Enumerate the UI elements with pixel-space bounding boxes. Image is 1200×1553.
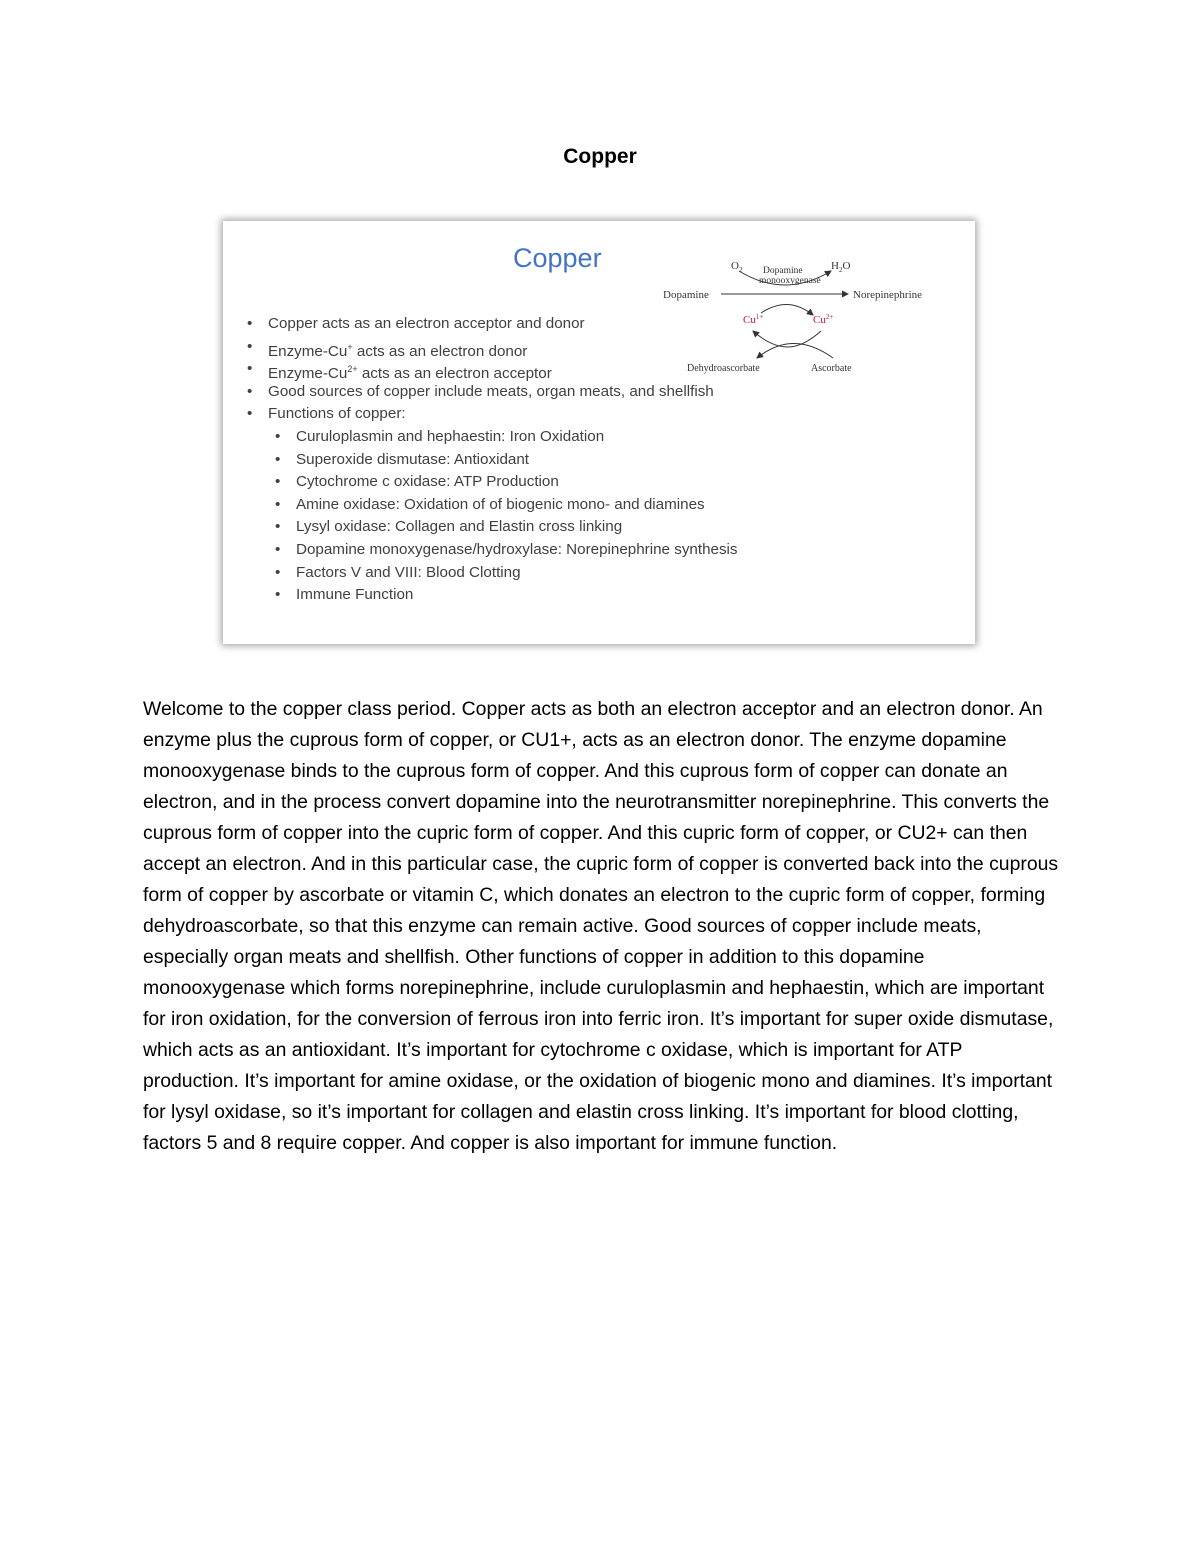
sub-bullet-item: • Dopamine monoxygenase/hydroxylase: Norepinephrine synthesis <box>245 539 738 562</box>
cupric-label: $Cu^{2+}$ <box>813 313 834 326</box>
oxygen-label: $O_2$ <box>731 260 743 274</box>
slide-title: Copper <box>513 243 602 273</box>
slide-image <box>223 221 975 644</box>
bullet-item: • Copper acts as an electron acceptor and donor <box>245 313 738 336</box>
sub-bullet-item: • Amine oxidase: Oxidation of of biogenic mono- and diamines <box>245 494 738 517</box>
sub-bullet-item: • Cytochrome c oxidase: ATP Production <box>245 471 738 494</box>
sub-bullet-item: • Superoxide dismutase: Antioxidant <box>245 449 738 472</box>
norepinephrine-label: Norepinephrine <box>853 289 923 301</box>
ascorbate-label: Ascorbate <box>811 363 852 374</box>
sub-bullet-item: • Lysyl oxidase: Collagen and Elastin cross linking <box>245 516 738 539</box>
bullet-item: • Functions of copper: <box>245 403 738 426</box>
bullet-item: • Enzyme-Cu+ acts as an electron donor <box>245 336 738 359</box>
sub-bullet-item: • Immune Function <box>245 584 738 607</box>
transcript-paragraph: Welcome to the copper class period. Copper acts as both an electron acceptor and an electron donor. An enzyme plus the cuprous form of copper, or CU1+, acts as an electron donor. The enzyme dopamine monooxygenase binds to the cuprous form of copper. And this cuprous form of copper can donate an electron, and in the process convert dopamine into the neurotransmitter norepinephrine. This converts the cuprous form of copper into the cupric form of copper. And this cupric form of copper, or CU2+ can then accept an electron. And in this particular case, the cupric form of copper is converted back into the cuprous form of copper by ascorbate or vitamin C, which donates an electron to the cupric form of copper, forming dehydroascorbate, so that this enzyme can remain active. Good sources of copper include meats, especially organ meats and shellfish. Other functions of copper in addition to this dopamine monooxygenase which forms norepinephrine, include curuloplasmin and hephaestin, which are important for iron oxidation, for the conversion of ferrous iron into ferric iron. It’s important for super oxide dismutase, which acts as an antioxidant. It’s important for cytochrome c oxidase, which is important for ATP production. It’s important for amine oxidase, or the oxidation of biogenic mono and diamines. It’s important for lysyl oxidase, so it’s important for collagen and elastin cross linking. It’s important for blood clotting, factors 5 and 8 require copper. And copper is also important for immune function. <box>143 698 1059 1154</box>
sub-bullet-item: • Factors V and VIII: Blood Clotting <box>245 562 738 585</box>
bullet-item: • Good sources of copper include meats, organ meats, and shellfish <box>245 381 738 404</box>
enzyme-label-line2: monooxygenase <box>759 276 821 286</box>
dopamine-label: Dopamine <box>663 289 709 301</box>
water-label: $H_2O$ <box>831 260 851 274</box>
page-title: Copper <box>563 145 637 168</box>
cupric-to-cuprous-arc <box>753 331 821 347</box>
sub-bullet-item: • Curuloplasmin and hephaestin: Iron Oxidation <box>245 426 738 449</box>
dehydroascorbate-label: Dehydroascorbate <box>687 363 760 374</box>
copper-reaction-diagram <box>653 251 968 381</box>
enzyme-label-line1: Dopamine <box>763 266 803 276</box>
cuprous-to-cupric-arc <box>761 304 813 315</box>
cuprous-label: $Cu^{1+}$ <box>743 313 764 326</box>
bullet-item: • Enzyme-$Cu^{2+}$ acts as an electron acceptor <box>245 358 738 381</box>
